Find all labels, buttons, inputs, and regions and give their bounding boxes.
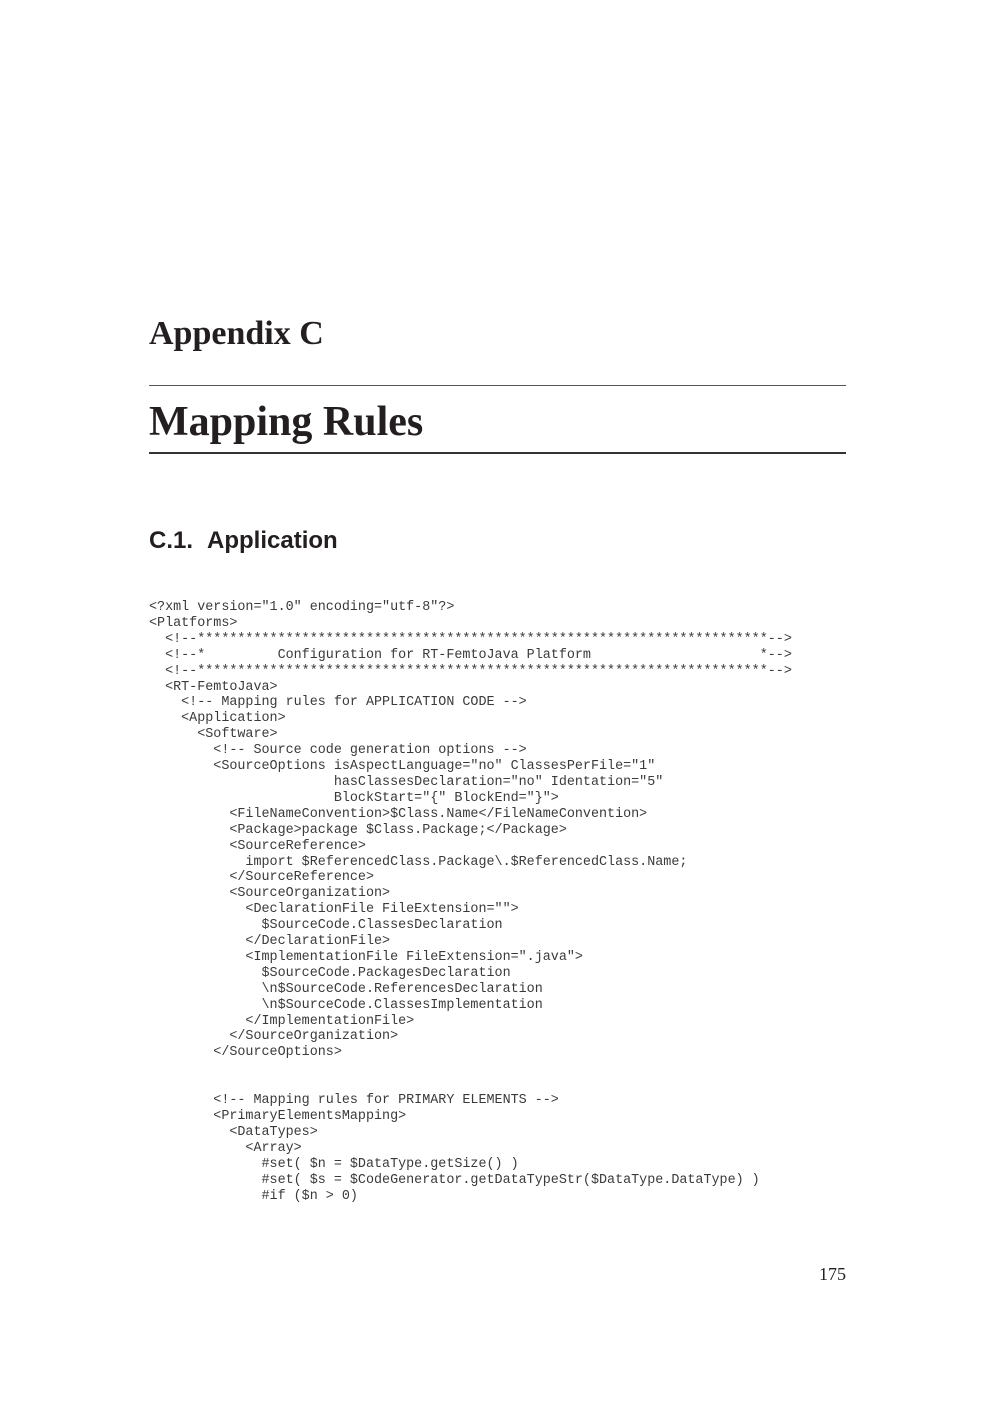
section-number: C.1. (149, 527, 194, 554)
page-number: 175 (819, 1264, 846, 1284)
section-title: Application (207, 527, 338, 554)
appendix-label: Appendix C (149, 315, 324, 352)
title-rule-top (149, 385, 846, 386)
code-listing: <?xml version="1.0" encoding="utf-8"?> <Platforms> <!--***********************************************************************--> <!--* Configuration for RT-FemtoJava Platform *--> <!--***********************************************************************--> <RT-FemtoJava> <!-- Mapping rules for APPLICATION CODE --> <Application> <Software> <!-- Source code generation options --> <SourceOptions isAspectLanguage="no" ClassesPerFile="1" hasClassesDeclaration="no" Identation="5" BlockStart="{" BlockEnd="}"> <FileNameConvention>$Class.Name</FileNameConvention> <Package>package $Class.Package;</Package> <SourceReference> import $ReferencedClass.Package\.$ReferencedClass.Name; </SourceReference> <SourceOrganization> <DeclarationFile FileExtension=""> $SourceCode.ClassesDeclaration </DeclarationFile> <ImplementationFile FileExtension=".java"> $SourceCode.PackagesDeclaration \n$SourceCode.ReferencesDeclaration \n$SourceCode.ClassesImplementation </ImplementationFile> </SourceOrganization> </SourceOptions> <!-- Mapping rules for PRIMARY ELEMENTS --> <PrimaryElementsMapping> <DataTypes> <Array> #set( $n = $DataType.getSize() ) #set( $s = $CodeGenerator.getDataTypeStr($DataType.DataType) ) #if ($n > 0) (149, 600, 792, 1204)
section-heading (149, 526, 338, 556)
title-rule-bottom (149, 452, 846, 454)
chapter-title: Mapping Rules (149, 399, 424, 445)
